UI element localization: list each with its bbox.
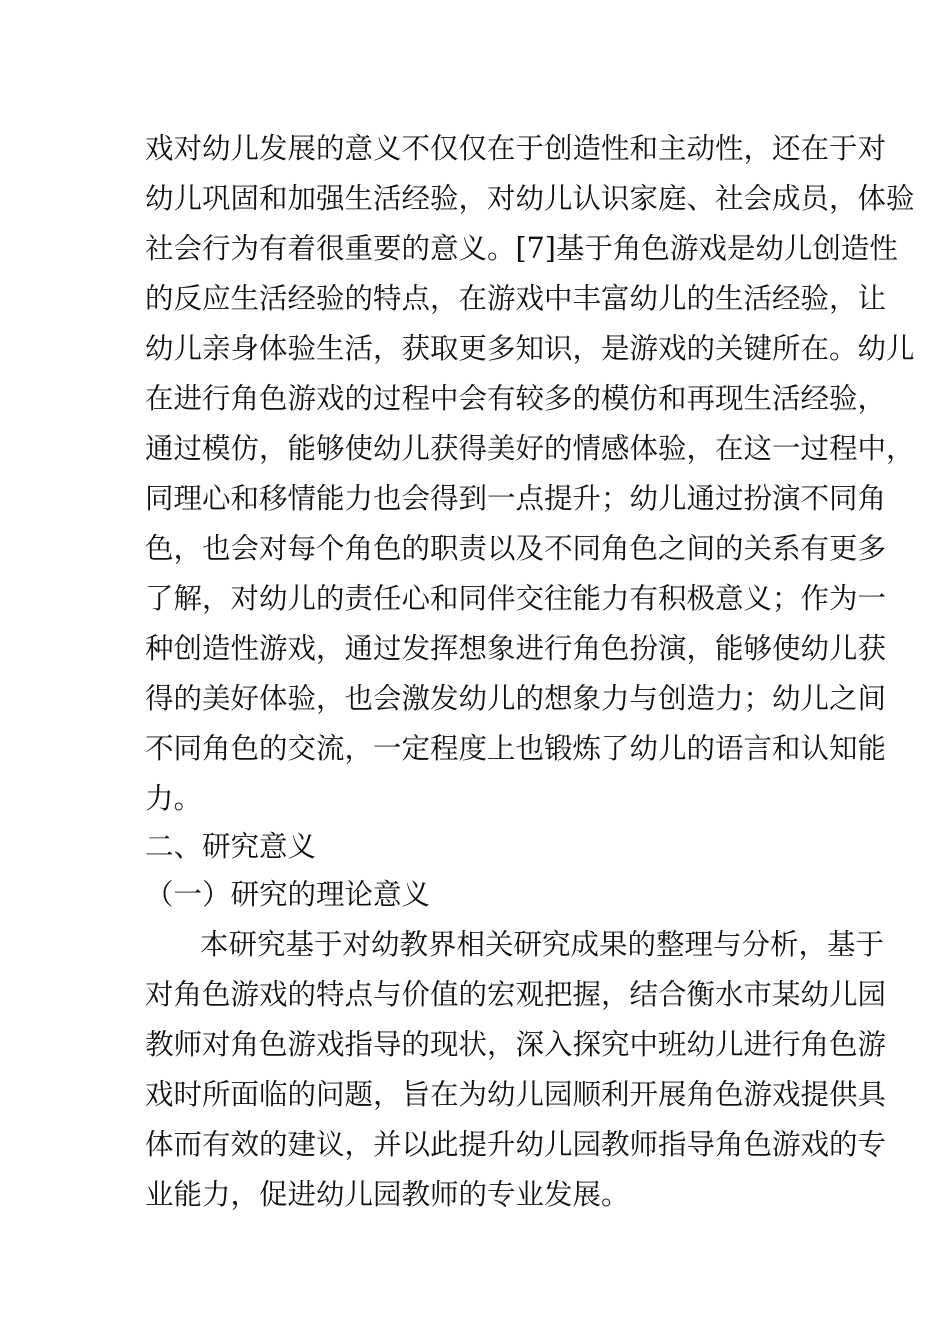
paragraph-line: 同理心和移情能力也会得到一点提升；幼儿通过扮演不同角 (145, 482, 887, 515)
paragraph-line: 本研究基于对幼教界相关研究成果的整理与分析，基于 (200, 928, 885, 961)
paragraph-line: 力。 (145, 782, 203, 815)
paragraph-line: 戏对幼儿发展的意义不仅仅在于创造性和主动性，还在于对 (145, 132, 887, 165)
paragraph-line: 的反应生活经验的特点，在游戏中丰富幼儿的生活经验，让 (145, 282, 887, 315)
section-heading: 二、研究意义 (145, 830, 317, 863)
paragraph-line: 不同角色的交流，一定程度上也锻炼了幼儿的语言和认知能 (145, 732, 887, 765)
paragraph-line: 对角色游戏的特点与价值的宏观把握，结合衡水市某幼儿园 (145, 978, 887, 1011)
paragraph-line: 在进行角色游戏的过程中会有较多的模仿和再现生活经验， (145, 382, 887, 415)
paragraph-line: 色，也会对每个角色的职责以及不同角色之间的关系有更多 (145, 532, 887, 565)
paragraph-line: 得的美好体验，也会激发幼儿的想象力与创造力；幼儿之间 (145, 682, 887, 715)
paragraph-line: 业能力，促进幼儿园教师的专业发展。 (145, 1178, 630, 1211)
paragraph-line: 戏时所面临的问题，旨在为幼儿园顺利开展角色游戏提供具 (145, 1078, 887, 1111)
paragraph-line: 幼儿巩固和加强生活经验，对幼儿认识家庭、社会成员，体验 (145, 182, 915, 215)
paragraph-line: 了解，对幼儿的责任心和同伴交往能力有积极意义；作为一 (145, 582, 887, 615)
paragraph-line: 通过模仿，能够使幼儿获得美好的情感体验，在这一过程中， (145, 432, 915, 465)
paragraph-line: 教师对角色游戏指导的现状，深入探究中班幼儿进行角色游 (145, 1028, 887, 1061)
paragraph-line: 社会行为有着很重要的意义。[7]基于角色游戏是幼儿创造性 (145, 232, 898, 265)
paragraph-line: 种创造性游戏，通过发挥想象进行角色扮演，能够使幼儿获 (145, 632, 887, 665)
paragraph-line: 体而有效的建议，并以此提升幼儿园教师指导角色游戏的专 (145, 1128, 887, 1161)
subsection-heading: （一）研究的理论意义 (145, 878, 431, 911)
paragraph-line: 幼儿亲身体验生活，获取更多知识，是游戏的关键所在。幼儿 (145, 332, 915, 365)
